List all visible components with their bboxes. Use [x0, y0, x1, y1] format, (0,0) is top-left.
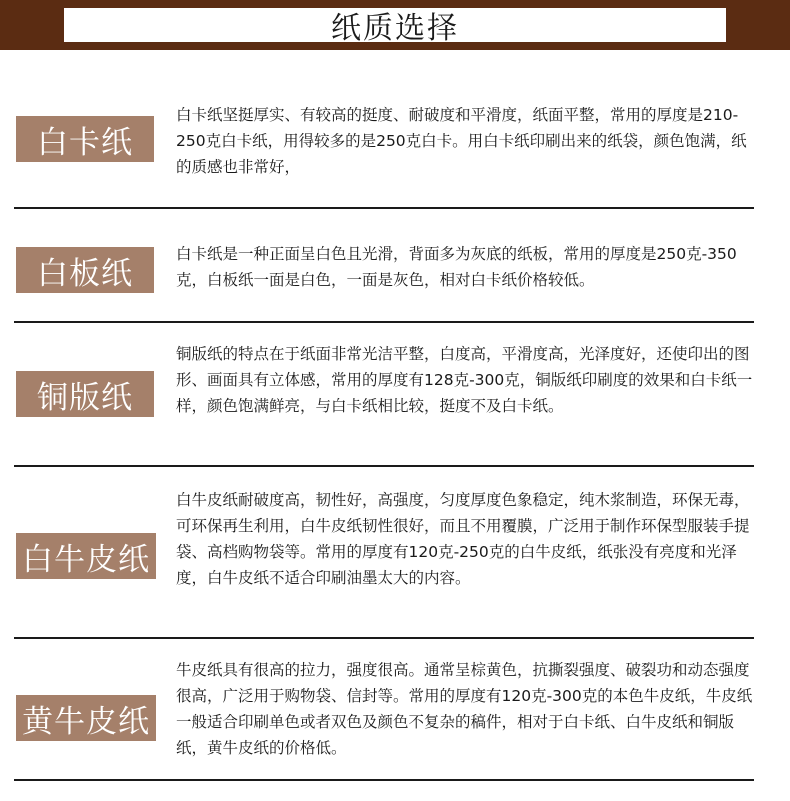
paper-section-coated [14, 323, 754, 467]
paper-description-white-kraft: 白牛皮纸耐破度高，韧性好，高强度，匀度厚度色象稳定，纯木浆制造，环保无毒，可环保再生利用，白牛皮纸韧性很好，而且不用覆膜，广泛用于制作环保型服装手提袋、高档购物袋等。常用的厚度有120克-250克的白牛皮纸，纸张没有亮度和光泽度，白牛皮纸不适合印刷油墨太大的内容。 [176, 491, 750, 587]
page-title: 纸质选择 [331, 11, 459, 46]
paper-label-yellow-kraft: 黄牛皮纸 [16, 695, 156, 741]
header-title-box [62, 6, 728, 44]
paper-section-white-board [14, 209, 754, 323]
paper-label-white-board: 白板纸 [16, 247, 154, 293]
paper-section-white-kraft [14, 467, 754, 639]
paper-description-white-card: 白卡纸坚挺厚实、有较高的挺度、耐破度和平滑度，纸面平整，常用的厚度是210-250克白卡纸，用得较多的是250克白卡。用白卡纸印刷出来的纸袋，颜色饱满，纸的质感也非常好， [176, 106, 747, 176]
paper-description-yellow-kraft: 牛皮纸具有很高的拉力，强度很高。通常呈棕黄色，抗撕裂强度、破裂功和动态强度很高，广泛用于购物袋、信封等。常用的厚度有120克-300克的本色牛皮纸，牛皮纸一般适合印刷单色或者双色及颜色不复杂的稿件，相对于白卡纸、白牛皮纸和铜版纸，黄牛皮纸的价格低。 [176, 661, 753, 757]
paper-label-white-kraft: 白牛皮纸 [16, 533, 156, 579]
header-bar [28, 0, 762, 50]
header-left-block [0, 0, 28, 50]
paper-section-yellow-kraft [14, 639, 754, 781]
paper-description-white-board: 白卡纸是一种正面呈白色且光滑，背面多为灰底的纸板，常用的厚度是250克-350克，白板纸一面是白色，一面是灰色，相对白卡纸价格较低。 [176, 245, 737, 289]
paper-label-white-card: 白卡纸 [16, 116, 154, 162]
paper-label-coated: 铜版纸 [16, 371, 154, 417]
paper-description-coated: 铜版纸的特点在于纸面非常光洁平整，白度高，平滑度高，光泽度好，还使印出的图形、画面具有立体感，常用的厚度有128克-300克，铜版纸印刷度的效果和白卡纸一样，颜色饱满鲜亮，与白卡纸相比较，挺度不及白卡纸。 [176, 345, 753, 415]
paper-section-white-card [14, 68, 754, 209]
header-right-block [762, 0, 790, 50]
